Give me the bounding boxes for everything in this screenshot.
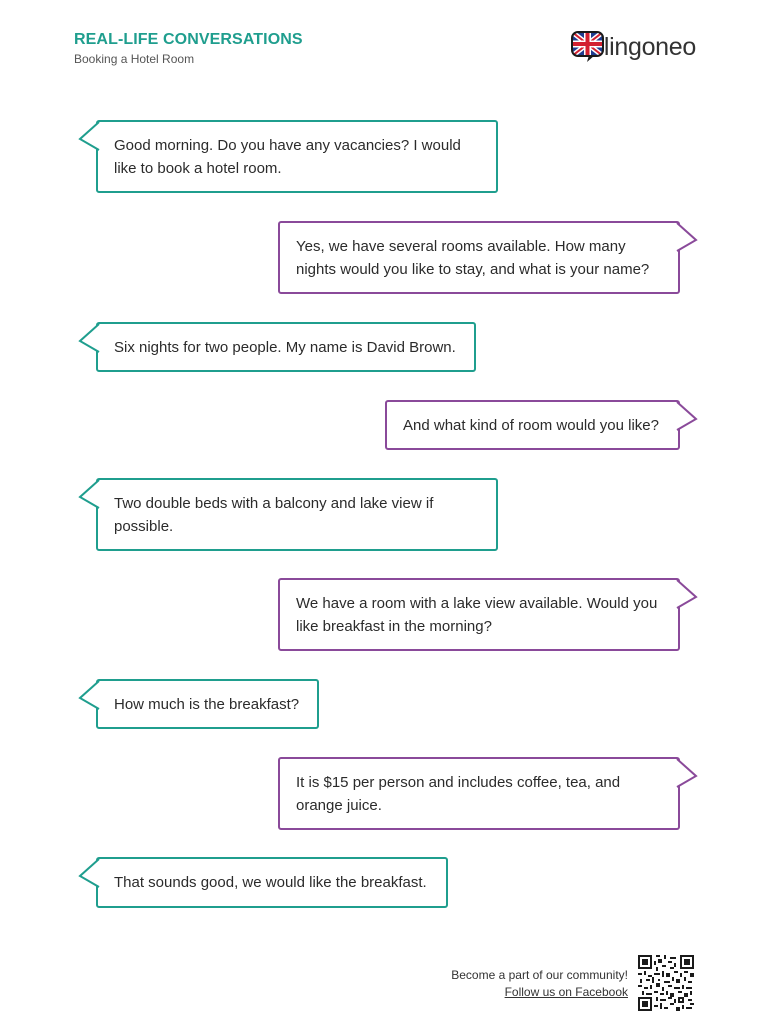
message-text: And what kind of room would you like? (403, 416, 659, 434)
uk-flag-speech-icon (571, 31, 604, 63)
facebook-link[interactable]: Follow us on Facebook (504, 985, 628, 999)
message-text: How much is the breakfast? (114, 695, 300, 713)
page-subtitle: Booking a Hotel Room (74, 52, 195, 66)
message-bubble-speaker-a (96, 322, 476, 372)
bubble-tail-right (677, 757, 697, 787)
brand-logo[interactable] (571, 31, 696, 63)
qr-code-icon[interactable] (638, 955, 694, 1011)
bubble-tail-left (79, 857, 99, 887)
bubble-tail-right (677, 578, 697, 608)
message-bubble-speaker-b (278, 578, 680, 651)
bubble-tail-left (79, 120, 99, 150)
message-bubble-speaker-b (278, 221, 680, 294)
brand-name: lingoneo (603, 33, 696, 61)
message-text: That sounds good, we would like the breakfast. (114, 874, 427, 891)
community-text: Become a part of our community! (451, 968, 628, 982)
message-text: Good morning. Do you have any vacancies? I would like to book a hotel room. (114, 136, 461, 177)
message-text: Six nights for two people. My name is David Brown. (114, 338, 456, 356)
message-text: We have a room with a lake view available. Would you like breakfast in the morning? (296, 594, 658, 635)
message-bubble-speaker-b (278, 757, 680, 830)
message-text: It is $15 per person and includes coffee, tea, and orange juice. (296, 773, 621, 814)
message-text: Two double beds with a balcony and lake view if possible. (114, 494, 434, 535)
message-bubble-speaker-a (96, 857, 448, 908)
message-bubble-speaker-a (96, 120, 498, 193)
message-bubble-speaker-b (385, 400, 680, 450)
page-title: REAL-LIFE CONVERSATIONS (74, 31, 303, 48)
bubble-tail-left (79, 679, 99, 709)
message-bubble-speaker-a (96, 478, 498, 551)
message-bubble-speaker-a (96, 679, 319, 729)
message-text: Yes, we have several rooms available. How many nights would you like to stay, and what is your name? (296, 237, 650, 278)
bubble-tail-right (677, 221, 697, 251)
bubble-tail-left (79, 322, 99, 352)
bubble-tail-left (79, 478, 99, 508)
footer-community (451, 967, 628, 1001)
bubble-tail-right (677, 400, 697, 430)
